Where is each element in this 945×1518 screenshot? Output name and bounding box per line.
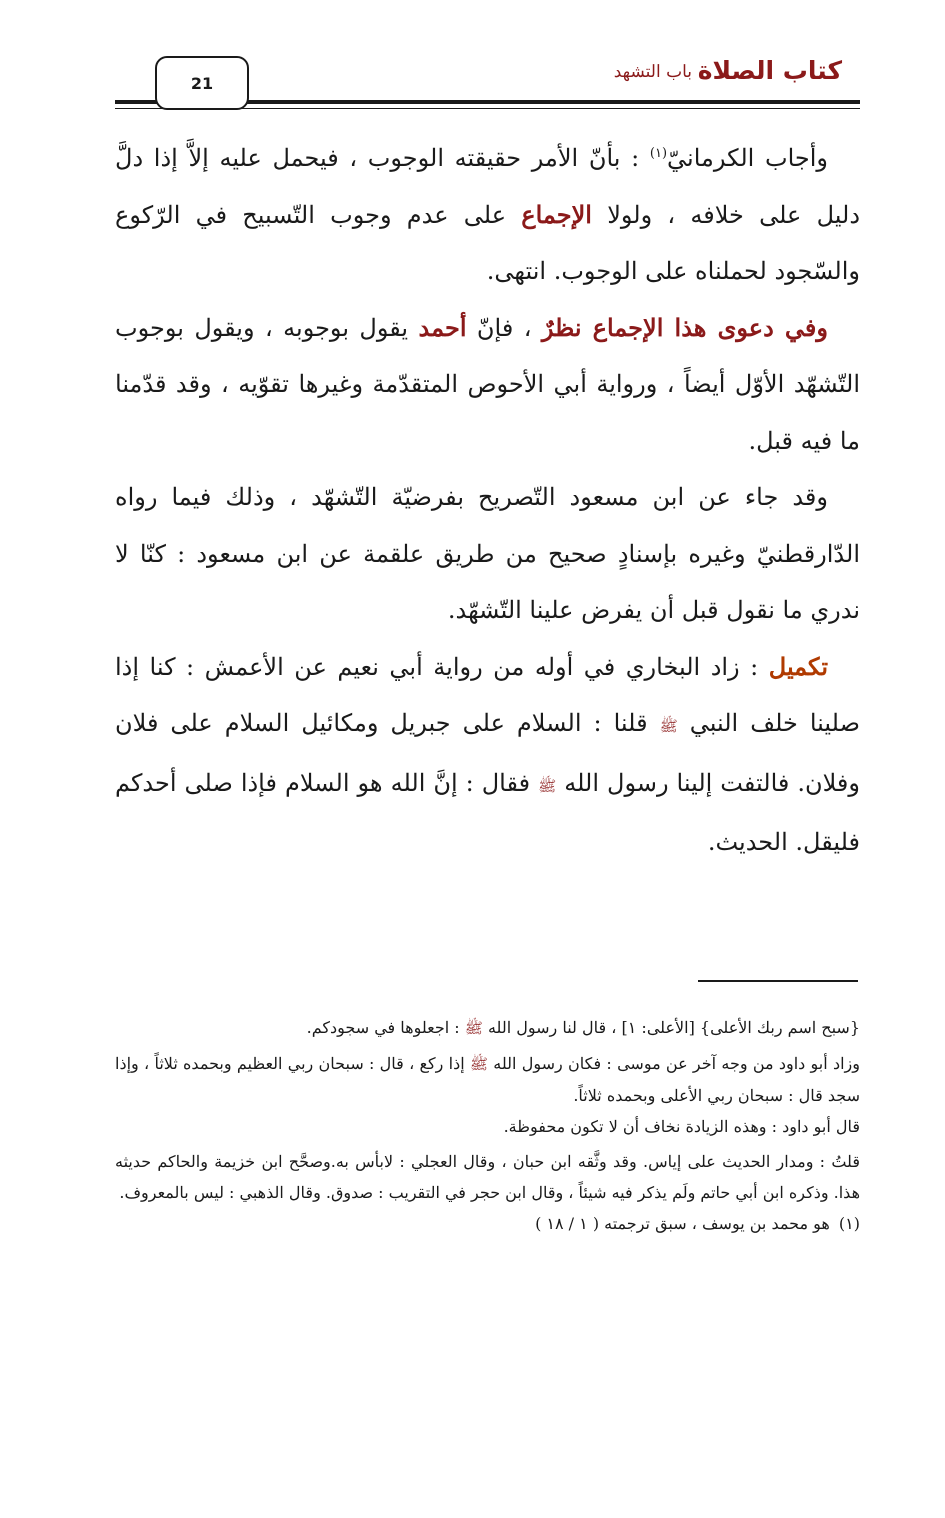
footnote-text: هو محمد بن يوسف ، سبق ترجمته ( ١ / ١٨ ) bbox=[535, 1214, 830, 1233]
footnotes bbox=[115, 1012, 860, 1239]
main-text bbox=[115, 130, 860, 871]
takmil-label: تكميل bbox=[768, 651, 828, 681]
footnote-number: (١) bbox=[838, 1214, 860, 1233]
p1-text-a: وأجاب الكرمانيّ bbox=[667, 144, 828, 172]
salawat-glyph: ﷺ bbox=[469, 1055, 489, 1073]
footnote-line: قال أبو داود : وهذه الزيادة نخاف أن لا تكون محفوظة. bbox=[503, 1117, 860, 1136]
footnote-text: وزاد أبو داود من وجه آخر عن موسى : فكان رسول الله bbox=[488, 1054, 860, 1073]
chapter-title: باب التشهد bbox=[613, 62, 692, 82]
ijma-term: الإجماع bbox=[521, 199, 592, 229]
footnote-line bbox=[115, 1012, 860, 1044]
p4-text-b: قلنا : السلام على جبريل ومكائيل السلام على فلان وفلان. فالتفت إلينا رسول الله bbox=[115, 709, 860, 797]
p2-lead: وفي دعوى هذا الإجماع نظرٌ bbox=[541, 312, 828, 342]
footnote-1 bbox=[115, 1208, 860, 1239]
paragraph-4 bbox=[115, 639, 860, 871]
paragraph-1 bbox=[115, 130, 860, 300]
footnote-line: قلتُ : ومدار الحديث على إياس. وقد وثَّقه ابن حبان ، وقال العجلي : لابأس به.وصحَّح ابن خزيمة والحاكم حديثه هذا. وذكره ابن أبي حاتم ولَم يذكر فيه شيئاً ، وقال ابن حجر في التقريب : صدوق. وقال الذهبي : ليس بالمعروف. bbox=[115, 1152, 860, 1202]
salawat-glyph: ﷺ bbox=[538, 776, 557, 795]
p4-text-a: : زاد البخاري في أوله من رواية أبي نعيم عن الأعمش : كنا إذا صلينا خلف النبي bbox=[115, 652, 860, 737]
footnote-text: إذا ركع ، قال : سبحان ربي العظيم وبحمده ثلاثاً ، وإذا سجد قال : سبحان ربي الأعلى وبحمده ثلاثاً. bbox=[115, 1054, 860, 1105]
p1-text-c: على عدم وجوب التّسبيح في الرّكوع والسّجود لحملناه على الوجوب. انتهى. bbox=[115, 200, 860, 285]
p1-text-b: : بأنّ الأمر حقيقته الوجوب ، فيحمل عليه إلاَّ إذا دلَّ دليل على خلافه ، ولولا bbox=[115, 144, 860, 229]
salawat-glyph: ﷺ bbox=[464, 1019, 483, 1037]
ahmad-name: أحمد bbox=[418, 312, 467, 342]
p2-text-a: ، فإنّ bbox=[466, 313, 542, 342]
paragraph-2 bbox=[115, 300, 860, 470]
footnote-text: {سبح اسم ربك الأعلى} [الأعلى: ١] ، قال لنا رسول الله bbox=[482, 1018, 860, 1037]
footnote-line bbox=[115, 1048, 860, 1111]
footnote-text: : اجعلوها في سجودكم. bbox=[306, 1018, 465, 1037]
p4-text-c: فقال : إنَّ الله هو السلام فإذا صلى أحدكم فليقل. الحديث. bbox=[115, 768, 860, 856]
salawat-glyph: ﷺ bbox=[659, 717, 678, 735]
book-title: كتاب الصلاة bbox=[697, 56, 842, 85]
footnote-separator bbox=[698, 980, 858, 982]
footnote-ref-1: (١) bbox=[649, 146, 668, 161]
page-number: 21 bbox=[155, 56, 249, 110]
p2-text-b: يقول بوجوبه ، ويقول بوجوب التّشهّد الأوّل أيضاً ، ورواية أبي الأحوص المتقدّمة وغيرها تقوّيه ، وقد قدّمنا ما فيه قبل. bbox=[115, 313, 860, 455]
page-header bbox=[115, 52, 860, 112]
paragraph-3: وقد جاء عن ابن مسعود التّصريح بفرضيّة التّشهّد ، وذلك فيما رواه الدّارقطنيّ وغيره بإسنادٍ صحيح من طريق علقمة عن ابن مسعود : كنّا لا ندري ما نقول قبل أن يفرض علينا التّشهّد. bbox=[115, 483, 860, 624]
